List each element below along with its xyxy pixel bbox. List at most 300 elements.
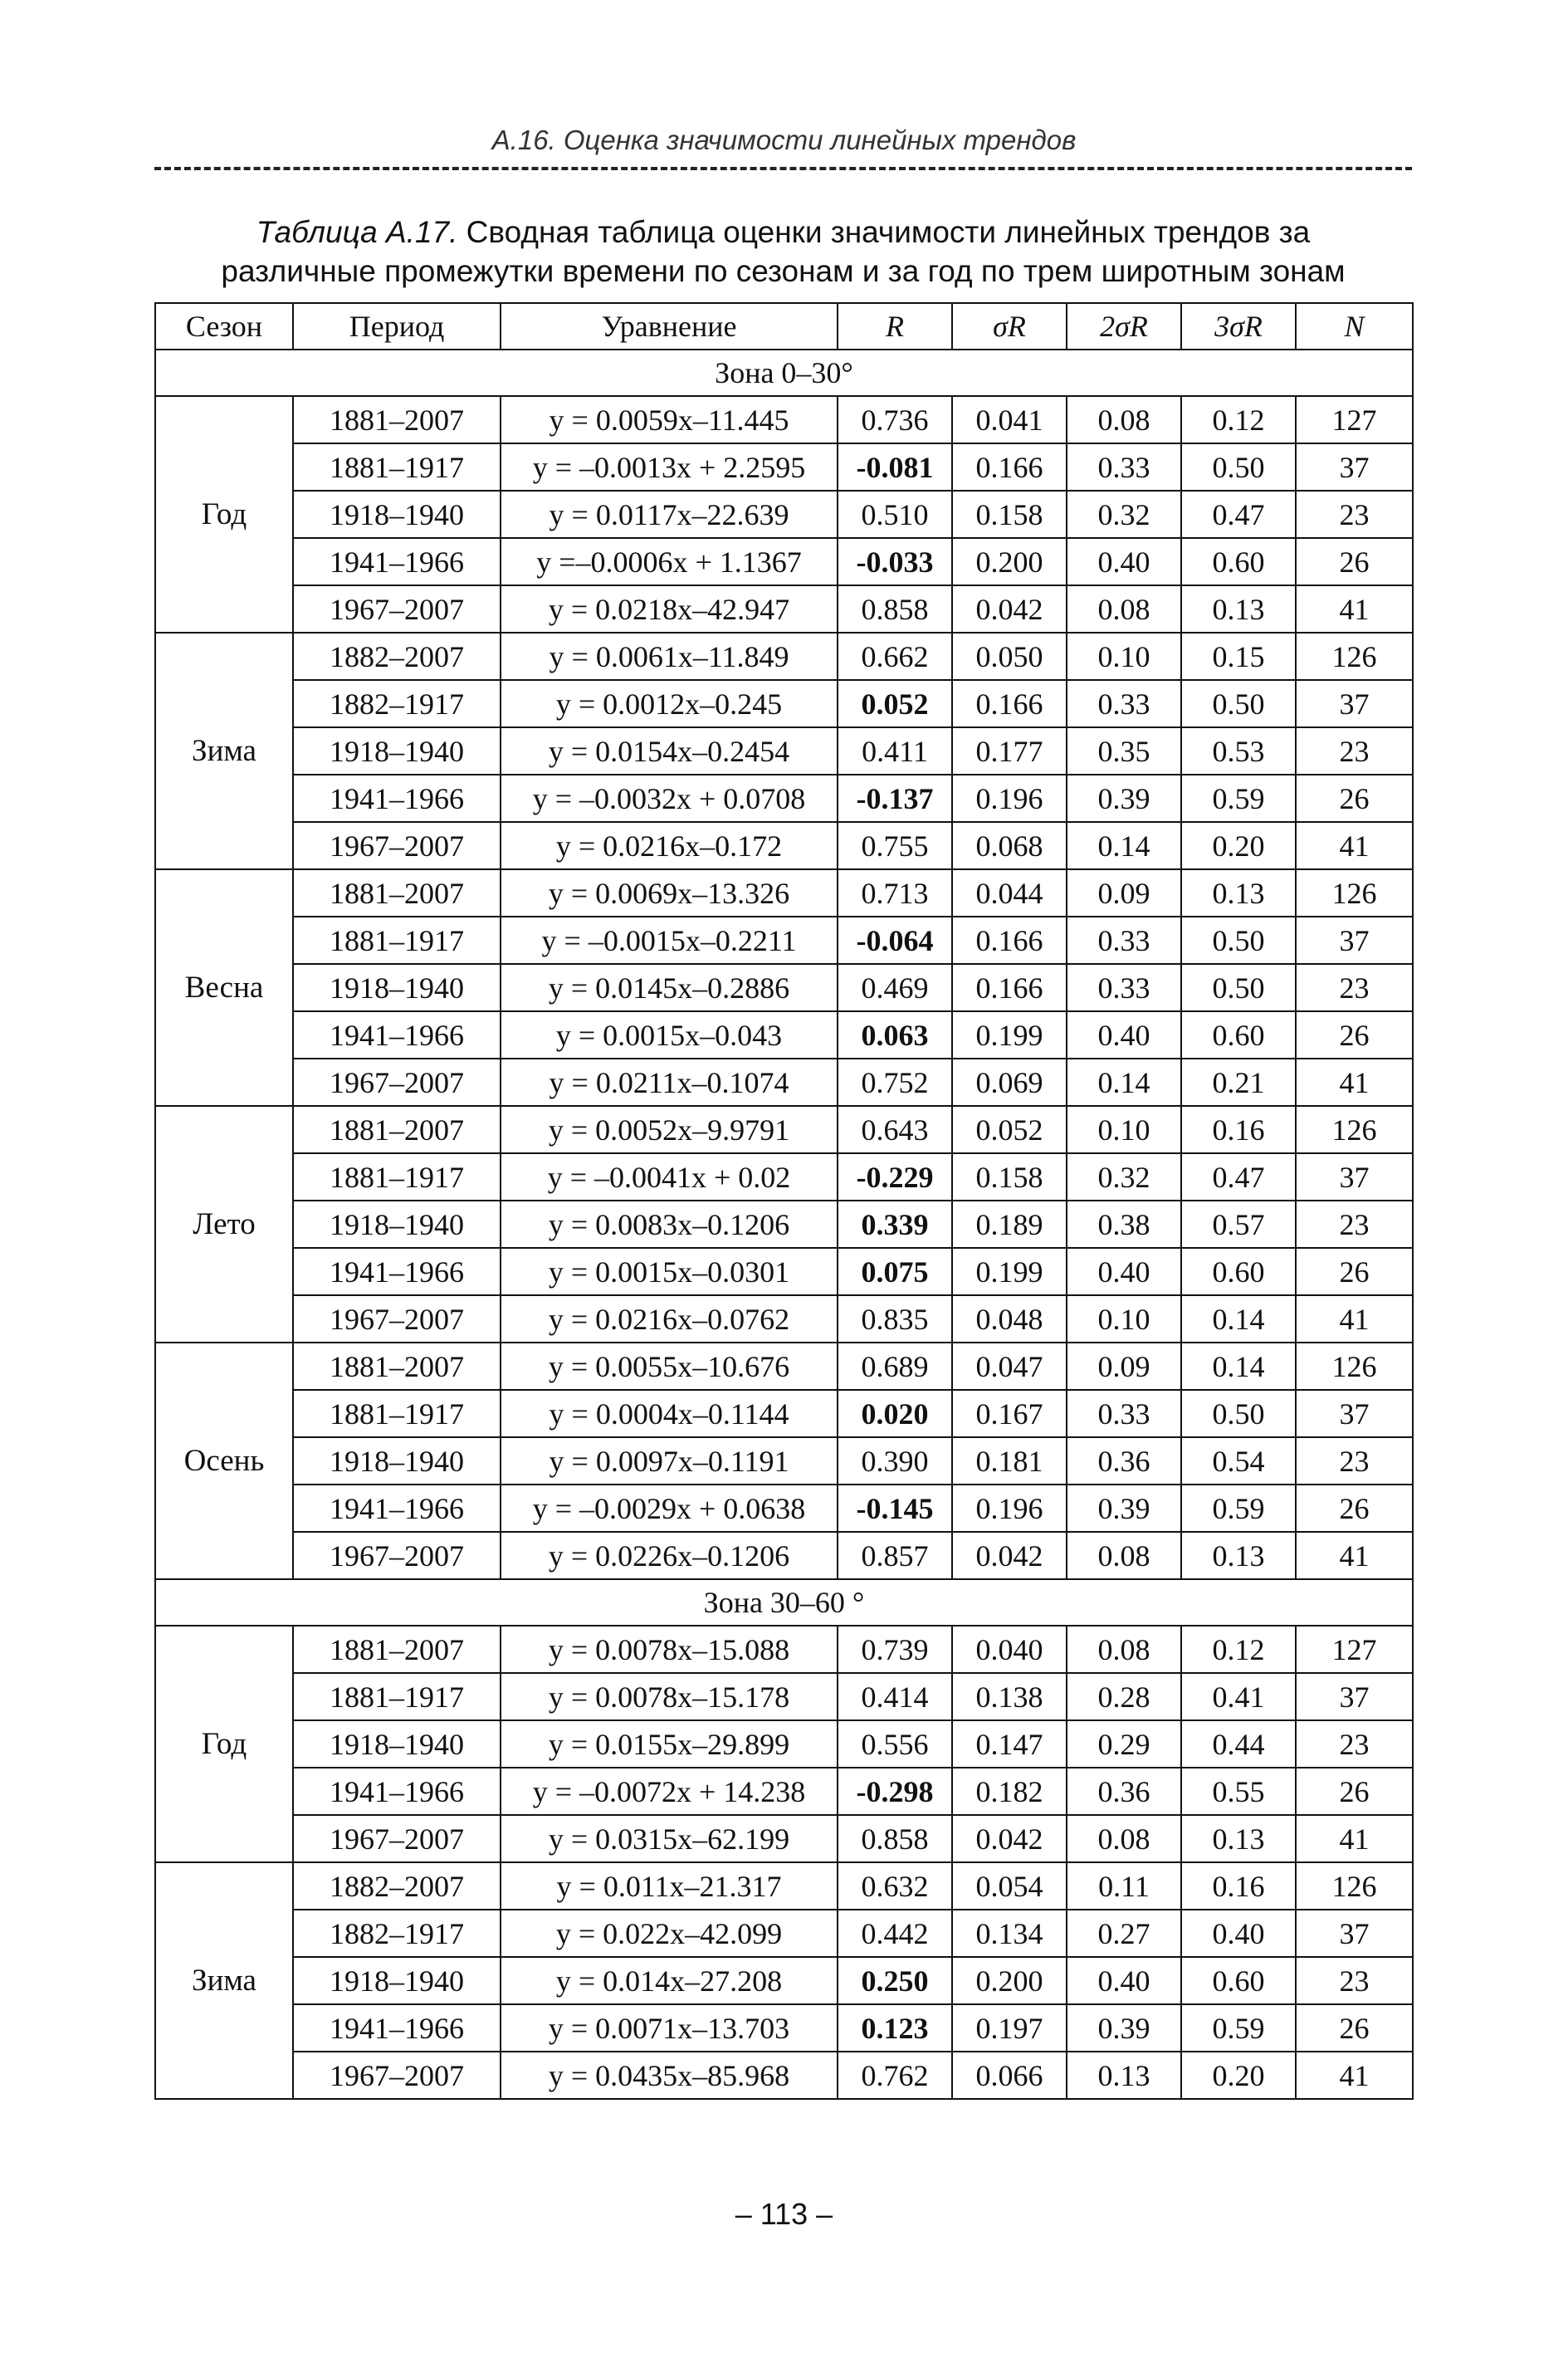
- sigma-r-cell: 0.181: [952, 1437, 1067, 1485]
- table-row: [155, 1201, 1413, 1248]
- two-sigma-r-cell: 0.33: [1067, 443, 1181, 491]
- n-cell: 41: [1296, 1059, 1413, 1106]
- table-row: [155, 491, 1413, 538]
- n-cell: 41: [1296, 1532, 1413, 1579]
- r-cell: 0.713: [838, 869, 952, 917]
- period-cell: 1918–1940: [293, 1720, 501, 1768]
- two-sigma-r-cell: 0.32: [1067, 491, 1181, 538]
- three-sigma-r-cell: 0.16: [1181, 1862, 1296, 1910]
- n-cell: 23: [1296, 1201, 1413, 1248]
- n-cell: 37: [1296, 1673, 1413, 1720]
- header-2sigma-r: 2σR: [1067, 303, 1181, 350]
- two-sigma-r-cell: 0.08: [1067, 1815, 1181, 1862]
- table-row: [155, 964, 1413, 1011]
- three-sigma-r-cell: 0.54: [1181, 1437, 1296, 1485]
- equation-cell: y = 0.0211x–0.1074: [501, 1059, 838, 1106]
- n-cell: 23: [1296, 491, 1413, 538]
- equation-cell: y = –0.0013x + 2.2595: [501, 443, 838, 491]
- r-cell: 0.020: [838, 1390, 952, 1437]
- three-sigma-r-cell: 0.53: [1181, 727, 1296, 775]
- two-sigma-r-cell: 0.39: [1067, 775, 1181, 822]
- r-cell: 0.858: [838, 585, 952, 633]
- three-sigma-r-cell: 0.20: [1181, 2052, 1296, 2099]
- table-row: [155, 1153, 1413, 1201]
- period-cell: 1918–1940: [293, 1437, 501, 1485]
- n-cell: 26: [1296, 2004, 1413, 2052]
- season-cell: Весна: [155, 869, 293, 1106]
- three-sigma-r-cell: 0.59: [1181, 2004, 1296, 2052]
- two-sigma-r-cell: 0.09: [1067, 869, 1181, 917]
- period-cell: 1967–2007: [293, 585, 501, 633]
- equation-cell: y = –0.0072x + 14.238: [501, 1768, 838, 1815]
- r-cell: 0.390: [838, 1437, 952, 1485]
- sigma-r-cell: 0.042: [952, 585, 1067, 633]
- n-cell: 41: [1296, 822, 1413, 869]
- r-cell: 0.123: [838, 2004, 952, 2052]
- r-cell: 0.643: [838, 1106, 952, 1153]
- equation-cell: y = 0.022x–42.099: [501, 1910, 838, 1957]
- period-cell: 1881–2007: [293, 1343, 501, 1390]
- r-cell: 0.414: [838, 1673, 952, 1720]
- sigma-r-cell: 0.147: [952, 1720, 1067, 1768]
- equation-cell: y = 0.0078x–15.088: [501, 1626, 838, 1673]
- period-cell: 1882–2007: [293, 1862, 501, 1910]
- trend-significance-table: [154, 302, 1414, 2100]
- r-cell: -0.145: [838, 1485, 952, 1532]
- two-sigma-r-cell: 0.33: [1067, 680, 1181, 727]
- n-cell: 126: [1296, 633, 1413, 680]
- three-sigma-r-cell: 0.50: [1181, 964, 1296, 1011]
- header-period: Период: [293, 303, 501, 350]
- equation-cell: y = 0.0071x–13.703: [501, 2004, 838, 2052]
- table-row: [155, 1390, 1413, 1437]
- equation-cell: y = 0.0059x–11.445: [501, 396, 838, 443]
- equation-cell: y = 0.0052x–9.9791: [501, 1106, 838, 1153]
- period-cell: 1882–1917: [293, 680, 501, 727]
- season-cell: Лето: [155, 1106, 293, 1343]
- period-cell: 1918–1940: [293, 727, 501, 775]
- sigma-r-cell: 0.199: [952, 1248, 1067, 1295]
- three-sigma-r-cell: 0.60: [1181, 538, 1296, 585]
- page-number: – 113 –: [735, 2197, 833, 2231]
- r-cell: 0.075: [838, 1248, 952, 1295]
- equation-cell: y = –0.0032x + 0.0708: [501, 775, 838, 822]
- period-cell: 1941–1966: [293, 1768, 501, 1815]
- two-sigma-r-cell: 0.08: [1067, 396, 1181, 443]
- r-cell: 0.755: [838, 822, 952, 869]
- table-row: [155, 1768, 1413, 1815]
- period-cell: 1881–1917: [293, 917, 501, 964]
- table-row: [155, 1815, 1413, 1862]
- three-sigma-r-cell: 0.60: [1181, 1011, 1296, 1059]
- two-sigma-r-cell: 0.40: [1067, 1957, 1181, 2004]
- equation-cell: y = 0.0154x–0.2454: [501, 727, 838, 775]
- two-sigma-r-cell: 0.32: [1067, 1153, 1181, 1201]
- sigma-r-cell: 0.042: [952, 1532, 1067, 1579]
- equation-cell: y = –0.0041x + 0.02: [501, 1153, 838, 1201]
- period-cell: 1882–1917: [293, 1910, 501, 1957]
- three-sigma-r-cell: 0.50: [1181, 1390, 1296, 1437]
- n-cell: 23: [1296, 727, 1413, 775]
- three-sigma-r-cell: 0.55: [1181, 1768, 1296, 1815]
- two-sigma-r-cell: 0.29: [1067, 1720, 1181, 1768]
- r-cell: 0.411: [838, 727, 952, 775]
- header-divider: [154, 167, 1412, 170]
- r-cell: 0.739: [838, 1626, 952, 1673]
- three-sigma-r-cell: 0.14: [1181, 1343, 1296, 1390]
- two-sigma-r-cell: 0.35: [1067, 727, 1181, 775]
- n-cell: 23: [1296, 1720, 1413, 1768]
- r-cell: -0.033: [838, 538, 952, 585]
- three-sigma-r-cell: 0.47: [1181, 491, 1296, 538]
- equation-cell: y = 0.0097x–0.1191: [501, 1437, 838, 1485]
- r-cell: 0.469: [838, 964, 952, 1011]
- n-cell: 26: [1296, 1248, 1413, 1295]
- sigma-r-cell: 0.166: [952, 680, 1067, 727]
- equation-cell: y = 0.0078x–15.178: [501, 1673, 838, 1720]
- three-sigma-r-cell: 0.13: [1181, 869, 1296, 917]
- period-cell: 1967–2007: [293, 1532, 501, 1579]
- two-sigma-r-cell: 0.14: [1067, 1059, 1181, 1106]
- two-sigma-r-cell: 0.38: [1067, 1201, 1181, 1248]
- r-cell: -0.298: [838, 1768, 952, 1815]
- header-sigma-r: σR: [952, 303, 1067, 350]
- three-sigma-r-cell: 0.12: [1181, 1626, 1296, 1673]
- sigma-r-cell: 0.052: [952, 1106, 1067, 1153]
- sigma-r-cell: 0.189: [952, 1201, 1067, 1248]
- caption-label: Таблица А.17.: [256, 215, 458, 249]
- two-sigma-r-cell: 0.09: [1067, 1343, 1181, 1390]
- equation-cell: y = 0.0216x–0.0762: [501, 1295, 838, 1343]
- three-sigma-r-cell: 0.57: [1181, 1201, 1296, 1248]
- equation-cell: y = 0.0315x–62.199: [501, 1815, 838, 1862]
- sigma-r-cell: 0.042: [952, 1815, 1067, 1862]
- table-row: [155, 727, 1413, 775]
- r-cell: 0.689: [838, 1343, 952, 1390]
- r-cell: 0.339: [838, 1201, 952, 1248]
- two-sigma-r-cell: 0.13: [1067, 2052, 1181, 2099]
- r-cell: 0.662: [838, 633, 952, 680]
- period-cell: 1881–1917: [293, 443, 501, 491]
- sigma-r-cell: 0.196: [952, 775, 1067, 822]
- equation-cell: y = 0.011x–21.317: [501, 1862, 838, 1910]
- caption-line-1: Сводная таблица оценки значимости линейных трендов за: [457, 215, 1311, 249]
- zone-row: [155, 350, 1413, 396]
- n-cell: 23: [1296, 1957, 1413, 2004]
- table-row: [155, 1106, 1413, 1153]
- table-row: [155, 1910, 1413, 1957]
- sigma-r-cell: 0.138: [952, 1673, 1067, 1720]
- n-cell: 26: [1296, 775, 1413, 822]
- two-sigma-r-cell: 0.33: [1067, 964, 1181, 1011]
- table-row: [155, 775, 1413, 822]
- n-cell: 41: [1296, 1295, 1413, 1343]
- period-cell: 1881–1917: [293, 1673, 501, 1720]
- three-sigma-r-cell: 0.20: [1181, 822, 1296, 869]
- header-season: Сезон: [155, 303, 293, 350]
- table-row: [155, 1343, 1413, 1390]
- equation-cell: y = 0.0216x–0.172: [501, 822, 838, 869]
- period-cell: 1918–1940: [293, 1201, 501, 1248]
- r-cell: -0.229: [838, 1153, 952, 1201]
- equation-cell: y = –0.0029x + 0.0638: [501, 1485, 838, 1532]
- two-sigma-r-cell: 0.28: [1067, 1673, 1181, 1720]
- n-cell: 37: [1296, 1910, 1413, 1957]
- equation-cell: y = 0.0061x–11.849: [501, 633, 838, 680]
- sigma-r-cell: 0.066: [952, 2052, 1067, 2099]
- r-cell: 0.052: [838, 680, 952, 727]
- period-cell: 1967–2007: [293, 1815, 501, 1862]
- n-cell: 26: [1296, 538, 1413, 585]
- three-sigma-r-cell: 0.16: [1181, 1106, 1296, 1153]
- table-row: [155, 917, 1413, 964]
- n-cell: 126: [1296, 1862, 1413, 1910]
- equation-cell: y = 0.014x–27.208: [501, 1957, 838, 2004]
- table-row: [155, 822, 1413, 869]
- sigma-r-cell: 0.041: [952, 396, 1067, 443]
- n-cell: 41: [1296, 585, 1413, 633]
- table-row: [155, 585, 1413, 633]
- period-cell: 1941–1966: [293, 775, 501, 822]
- table-row: [155, 2004, 1413, 2052]
- period-cell: 1941–1966: [293, 538, 501, 585]
- season-cell: Зима: [155, 1862, 293, 2099]
- period-cell: 1967–2007: [293, 822, 501, 869]
- two-sigma-r-cell: 0.33: [1067, 1390, 1181, 1437]
- two-sigma-r-cell: 0.27: [1067, 1910, 1181, 1957]
- n-cell: 26: [1296, 1011, 1413, 1059]
- table-row: [155, 1862, 1413, 1910]
- r-cell: -0.064: [838, 917, 952, 964]
- n-cell: 126: [1296, 1106, 1413, 1153]
- sigma-r-cell: 0.050: [952, 633, 1067, 680]
- two-sigma-r-cell: 0.40: [1067, 538, 1181, 585]
- equation-cell: y = 0.0145x–0.2886: [501, 964, 838, 1011]
- sigma-r-cell: 0.182: [952, 1768, 1067, 1815]
- n-cell: 41: [1296, 1815, 1413, 1862]
- equation-cell: y = –0.0015x–0.2211: [501, 917, 838, 964]
- table-row: [155, 1437, 1413, 1485]
- table-row: [155, 1295, 1413, 1343]
- three-sigma-r-cell: 0.41: [1181, 1673, 1296, 1720]
- table-body: [155, 350, 1413, 2099]
- two-sigma-r-cell: 0.40: [1067, 1248, 1181, 1295]
- period-cell: 1941–1966: [293, 1011, 501, 1059]
- three-sigma-r-cell: 0.44: [1181, 1720, 1296, 1768]
- equation-cell: y = 0.0218x–42.947: [501, 585, 838, 633]
- equation-cell: y = 0.0012x–0.245: [501, 680, 838, 727]
- zone-title: Зона 30–60 °: [155, 1579, 1413, 1626]
- sigma-r-cell: 0.177: [952, 727, 1067, 775]
- three-sigma-r-cell: 0.60: [1181, 1248, 1296, 1295]
- three-sigma-r-cell: 0.13: [1181, 1815, 1296, 1862]
- zone-row: [155, 1579, 1413, 1626]
- table-row: [155, 1720, 1413, 1768]
- sigma-r-cell: 0.134: [952, 1910, 1067, 1957]
- n-cell: 37: [1296, 443, 1413, 491]
- sigma-r-cell: 0.068: [952, 822, 1067, 869]
- equation-cell: y = 0.0117x–22.639: [501, 491, 838, 538]
- header-r: R: [838, 303, 952, 350]
- caption-line-2: различные промежутки времени по сезонам и за год по трем широтным зонам: [221, 254, 1346, 288]
- r-cell: 0.752: [838, 1059, 952, 1106]
- three-sigma-r-cell: 0.60: [1181, 1957, 1296, 2004]
- period-cell: 1881–1917: [293, 1390, 501, 1437]
- period-cell: 1941–1966: [293, 1485, 501, 1532]
- equation-cell: y = 0.0055x–10.676: [501, 1343, 838, 1390]
- three-sigma-r-cell: 0.12: [1181, 396, 1296, 443]
- period-cell: 1967–2007: [293, 1059, 501, 1106]
- n-cell: 127: [1296, 1626, 1413, 1673]
- two-sigma-r-cell: 0.40: [1067, 1011, 1181, 1059]
- table-row: [155, 1248, 1413, 1295]
- table-row: [155, 2052, 1413, 2099]
- r-cell: -0.137: [838, 775, 952, 822]
- r-cell: -0.081: [838, 443, 952, 491]
- sigma-r-cell: 0.047: [952, 1343, 1067, 1390]
- season-cell: Зима: [155, 633, 293, 869]
- equation-cell: y = 0.0435x–85.968: [501, 2052, 838, 2099]
- period-cell: 1918–1940: [293, 1957, 501, 2004]
- table-row: [155, 1673, 1413, 1720]
- n-cell: 23: [1296, 964, 1413, 1011]
- sigma-r-cell: 0.158: [952, 1153, 1067, 1201]
- table-row: [155, 396, 1413, 443]
- n-cell: 26: [1296, 1768, 1413, 1815]
- period-cell: 1967–2007: [293, 1295, 501, 1343]
- n-cell: 37: [1296, 680, 1413, 727]
- r-cell: 0.857: [838, 1532, 952, 1579]
- three-sigma-r-cell: 0.14: [1181, 1295, 1296, 1343]
- two-sigma-r-cell: 0.39: [1067, 1485, 1181, 1532]
- period-cell: 1881–2007: [293, 1626, 501, 1673]
- two-sigma-r-cell: 0.36: [1067, 1437, 1181, 1485]
- r-cell: 0.632: [838, 1862, 952, 1910]
- header-n: N: [1296, 303, 1413, 350]
- three-sigma-r-cell: 0.59: [1181, 775, 1296, 822]
- zone-title: Зона 0–30°: [155, 350, 1413, 396]
- equation-cell: y = 0.0004x–0.1144: [501, 1390, 838, 1437]
- n-cell: 26: [1296, 1485, 1413, 1532]
- three-sigma-r-cell: 0.13: [1181, 1532, 1296, 1579]
- sigma-r-cell: 0.166: [952, 443, 1067, 491]
- n-cell: 37: [1296, 917, 1413, 964]
- period-cell: 1967–2007: [293, 2052, 501, 2099]
- period-cell: 1941–1966: [293, 1248, 501, 1295]
- three-sigma-r-cell: 0.50: [1181, 917, 1296, 964]
- header-3sigma-r: 3σR: [1181, 303, 1296, 350]
- period-cell: 1882–2007: [293, 633, 501, 680]
- table-row: [155, 633, 1413, 680]
- two-sigma-r-cell: 0.10: [1067, 1106, 1181, 1153]
- running-head: А.16. Оценка значимости линейных трендов: [491, 125, 1077, 155]
- two-sigma-r-cell: 0.39: [1067, 2004, 1181, 2052]
- sigma-r-cell: 0.200: [952, 538, 1067, 585]
- table-row: [155, 680, 1413, 727]
- n-cell: 126: [1296, 869, 1413, 917]
- equation-cell: y =–0.0006x + 1.1367: [501, 538, 838, 585]
- two-sigma-r-cell: 0.14: [1067, 822, 1181, 869]
- period-cell: 1918–1940: [293, 964, 501, 1011]
- period-cell: 1881–2007: [293, 1106, 501, 1153]
- sigma-r-cell: 0.158: [952, 491, 1067, 538]
- two-sigma-r-cell: 0.36: [1067, 1768, 1181, 1815]
- two-sigma-r-cell: 0.10: [1067, 1295, 1181, 1343]
- sigma-r-cell: 0.197: [952, 2004, 1067, 2052]
- sigma-r-cell: 0.196: [952, 1485, 1067, 1532]
- sigma-r-cell: 0.054: [952, 1862, 1067, 1910]
- table-row: [155, 1626, 1413, 1673]
- season-cell: Осень: [155, 1343, 293, 1579]
- r-cell: 0.858: [838, 1815, 952, 1862]
- sigma-r-cell: 0.044: [952, 869, 1067, 917]
- n-cell: 126: [1296, 1343, 1413, 1390]
- period-cell: 1918–1940: [293, 491, 501, 538]
- table-row: [155, 1485, 1413, 1532]
- r-cell: 0.250: [838, 1957, 952, 2004]
- table-row: [155, 1059, 1413, 1106]
- period-cell: 1881–1917: [293, 1153, 501, 1201]
- table-row: [155, 1532, 1413, 1579]
- season-cell: Год: [155, 1626, 293, 1862]
- period-cell: 1881–2007: [293, 869, 501, 917]
- r-cell: 0.510: [838, 491, 952, 538]
- season-cell: Год: [155, 396, 293, 633]
- r-cell: 0.442: [838, 1910, 952, 1957]
- three-sigma-r-cell: 0.21: [1181, 1059, 1296, 1106]
- equation-cell: y = 0.0083x–0.1206: [501, 1201, 838, 1248]
- sigma-r-cell: 0.040: [952, 1626, 1067, 1673]
- equation-cell: y = 0.0155x–29.899: [501, 1720, 838, 1768]
- two-sigma-r-cell: 0.08: [1067, 1532, 1181, 1579]
- n-cell: 37: [1296, 1390, 1413, 1437]
- table-row: [155, 538, 1413, 585]
- three-sigma-r-cell: 0.50: [1181, 443, 1296, 491]
- three-sigma-r-cell: 0.40: [1181, 1910, 1296, 1957]
- two-sigma-r-cell: 0.08: [1067, 1626, 1181, 1673]
- table-row: [155, 869, 1413, 917]
- two-sigma-r-cell: 0.11: [1067, 1862, 1181, 1910]
- n-cell: 41: [1296, 2052, 1413, 2099]
- two-sigma-r-cell: 0.33: [1067, 917, 1181, 964]
- r-cell: 0.835: [838, 1295, 952, 1343]
- two-sigma-r-cell: 0.10: [1067, 633, 1181, 680]
- period-cell: 1941–1966: [293, 2004, 501, 2052]
- equation-cell: y = 0.0069x–13.326: [501, 869, 838, 917]
- sigma-r-cell: 0.048: [952, 1295, 1067, 1343]
- header-row: [155, 303, 1413, 350]
- n-cell: 23: [1296, 1437, 1413, 1485]
- three-sigma-r-cell: 0.47: [1181, 1153, 1296, 1201]
- r-cell: 0.736: [838, 396, 952, 443]
- r-cell: 0.063: [838, 1011, 952, 1059]
- sigma-r-cell: 0.199: [952, 1011, 1067, 1059]
- equation-cell: y = 0.0226x–0.1206: [501, 1532, 838, 1579]
- r-cell: 0.762: [838, 2052, 952, 2099]
- three-sigma-r-cell: 0.15: [1181, 633, 1296, 680]
- equation-cell: y = 0.0015x–0.0301: [501, 1248, 838, 1295]
- three-sigma-r-cell: 0.59: [1181, 1485, 1296, 1532]
- equation-cell: y = 0.0015x–0.043: [501, 1011, 838, 1059]
- table-caption: [154, 213, 1412, 291]
- table-row: [155, 1957, 1413, 2004]
- n-cell: 127: [1296, 396, 1413, 443]
- three-sigma-r-cell: 0.13: [1181, 585, 1296, 633]
- sigma-r-cell: 0.166: [952, 917, 1067, 964]
- period-cell: 1881–2007: [293, 396, 501, 443]
- table-row: [155, 443, 1413, 491]
- table-row: [155, 1011, 1413, 1059]
